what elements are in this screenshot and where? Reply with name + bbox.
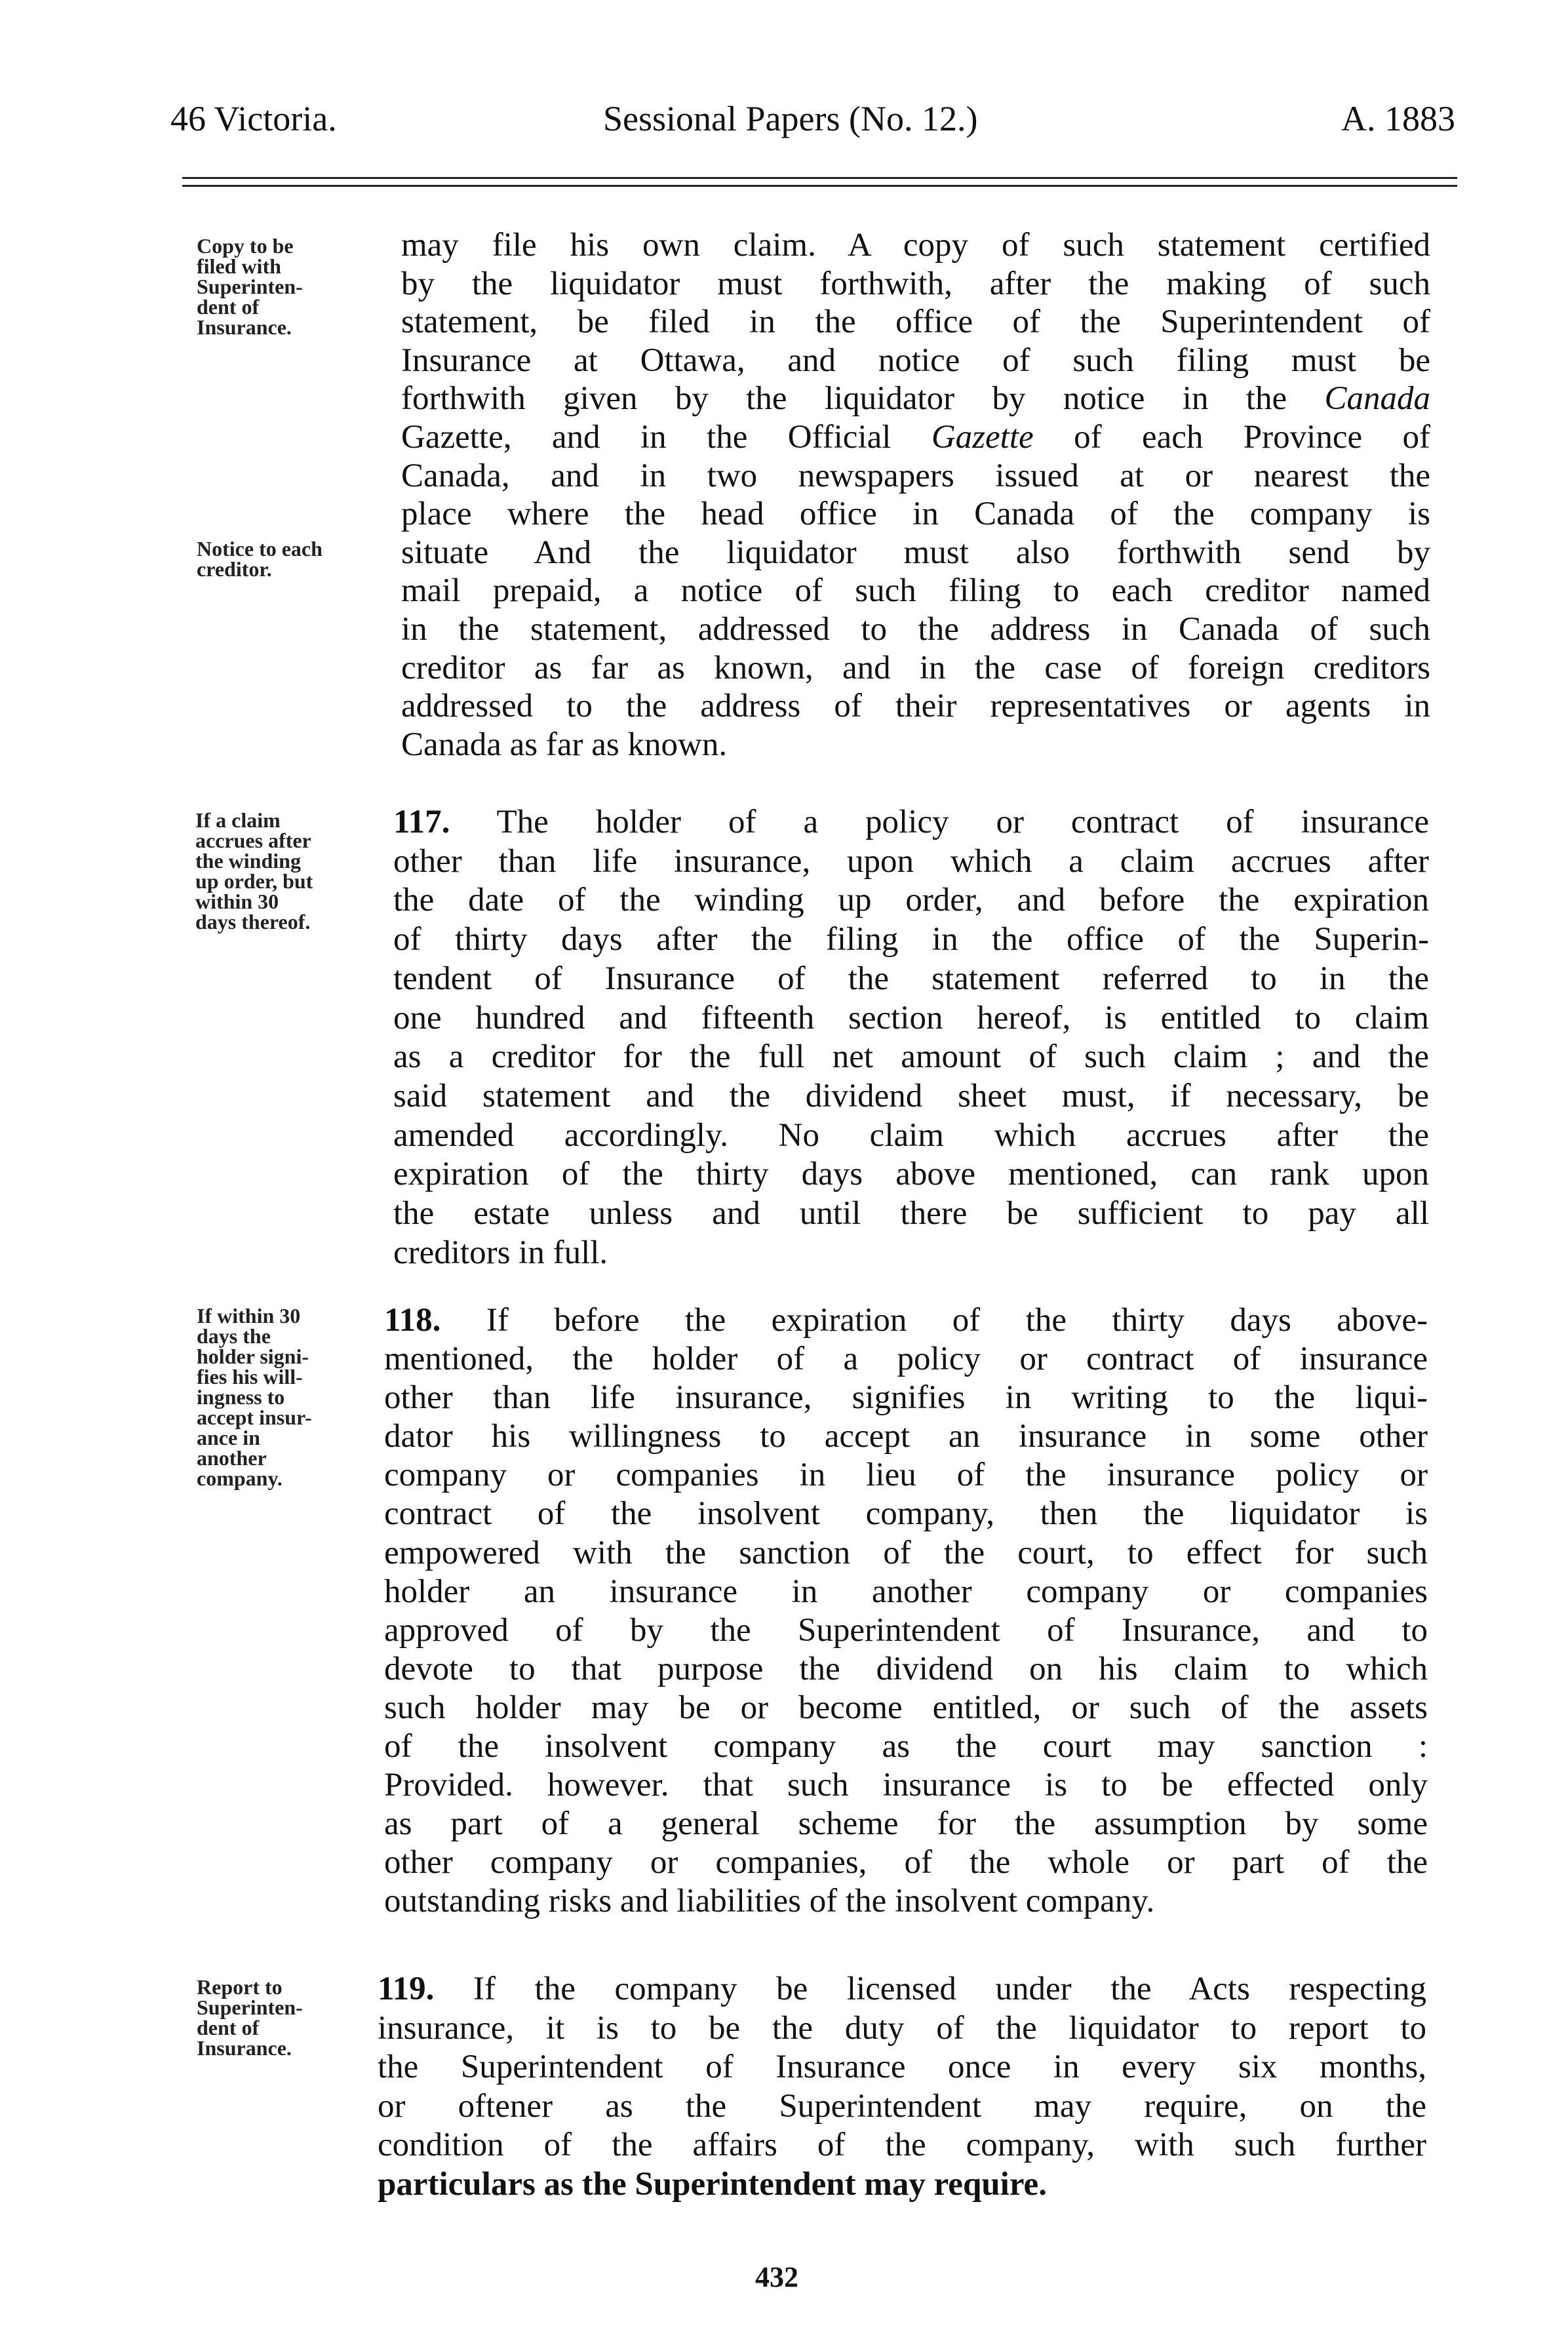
header-rule — [182, 185, 1457, 187]
section-number: 119. — [378, 1971, 435, 2007]
section-116-continuation: may file his own claim. A copy of such statement certified by the liquidator must forthwith, after the making of such statement, be filed in the office of the Superintendent of Insurance at Ottawa, and notice of such filing must be forthwith given by the liquidator by notice in the Canada Gazette, and in the Official Gazette of each Province of Canada, and in two newspapers issued at or nearest the place where the head office in Canada of the company is situate And the liquidator must also forthwith send by mail prepaid, a notice of such filing to each creditor named in the statement, addressed to the address in Canada of such creditor as far as known, and in the case of foreign creditors addressed to the address of their representatives or agents in Canada as far as known. — [401, 227, 1430, 763]
section-first-line: 119. If the company be licensed under the Acts respecting — [378, 1971, 1426, 2007]
header-left: 46 Victoria. — [170, 99, 337, 138]
text-line-with-italic: forthwith given by the liquidator by notice in the Canada — [401, 380, 1430, 418]
header-center: Sessional Papers (No. 12.) — [603, 99, 978, 138]
margin-note-copy-filed: Copy to be filed with Superinten- dent of Insurance. — [197, 234, 303, 339]
section-first-line: 118. If before the expiration of the thirty days above- — [384, 1302, 1428, 1339]
margin-note-within-30-days: If within 30 days the holder signi- fies his will- ingness to accept insur- ance in another company. — [197, 1304, 312, 1490]
text-line-with-italic: Gazette, and in the Official Gazette of each Province of — [401, 418, 1430, 456]
section-119: 119. If the company be licensed under the Acts respecting insurance, it is to be the duty of the liquidator to report to the Superintendent of Insurance once in every six months, or oftener as the Superintendent may require, on the condition of the affairs of the company, with such further particulars as the Superintendent may require. — [378, 1971, 1426, 2203]
page-header — [170, 98, 1455, 151]
margin-note-claim-after-winding: If a claim accrues after the winding up order, but within 30 days thereof. — [195, 808, 313, 934]
header-rule — [182, 177, 1457, 179]
section-117: 117. The holder of a policy or contract of insurance other than life insurance, upon which a claim accrues after the date of the winding up order, and before the expiration of thirty days after the filing in the office of the Superin- tendent of Insurance of the statement referred to in the one hundred and fifteenth section hereof, is entitled to claim as a creditor for the full net amount of such claim ; and the said statement and the dividend sheet must, if necessary, be amended accordingly. No claim which accrues after the expiration of the thirty days above mentioned, can rank upon the estate unless and until there be sufficient to pay all creditors in full. — [393, 804, 1429, 1271]
margin-note-report: Report to Superinten- dent of Insurance. — [197, 1975, 303, 2060]
section-118: 118. If before the expiration of the thirty days above- mentioned, the holder of a policy or contract of insurance other than life insurance, signifies in writing to the liqui- dator his willingness to accept an insurance in some other company or companies in lieu of the insurance policy or contract of the insolvent company, then the liquidator is empowered with the sanction of the court, to effect for such holder an insurance in another company or companies approved of by the Superintendent of Insurance, and to devote to that purpose the dividend on his claim to which such holder may be or become entitled, or such of the assets of the insolvent company as the court may sanction : Provided. however. that such insurance is to be effected only as part of a general scheme for the assumption by some other company or companies, of the whole or part of the outstanding risks and liabilities of the insolvent company. — [384, 1302, 1428, 1920]
section-first-line: 117. The holder of a policy or contract of insurance — [393, 804, 1429, 840]
header-right: A. 1883 — [1341, 99, 1455, 138]
section-number: 118. — [384, 1302, 441, 1339]
section-number: 117. — [393, 804, 450, 840]
margin-note-notice-creditor: Notice to each creditor. — [197, 537, 323, 581]
page-number: 432 — [755, 2261, 798, 2293]
